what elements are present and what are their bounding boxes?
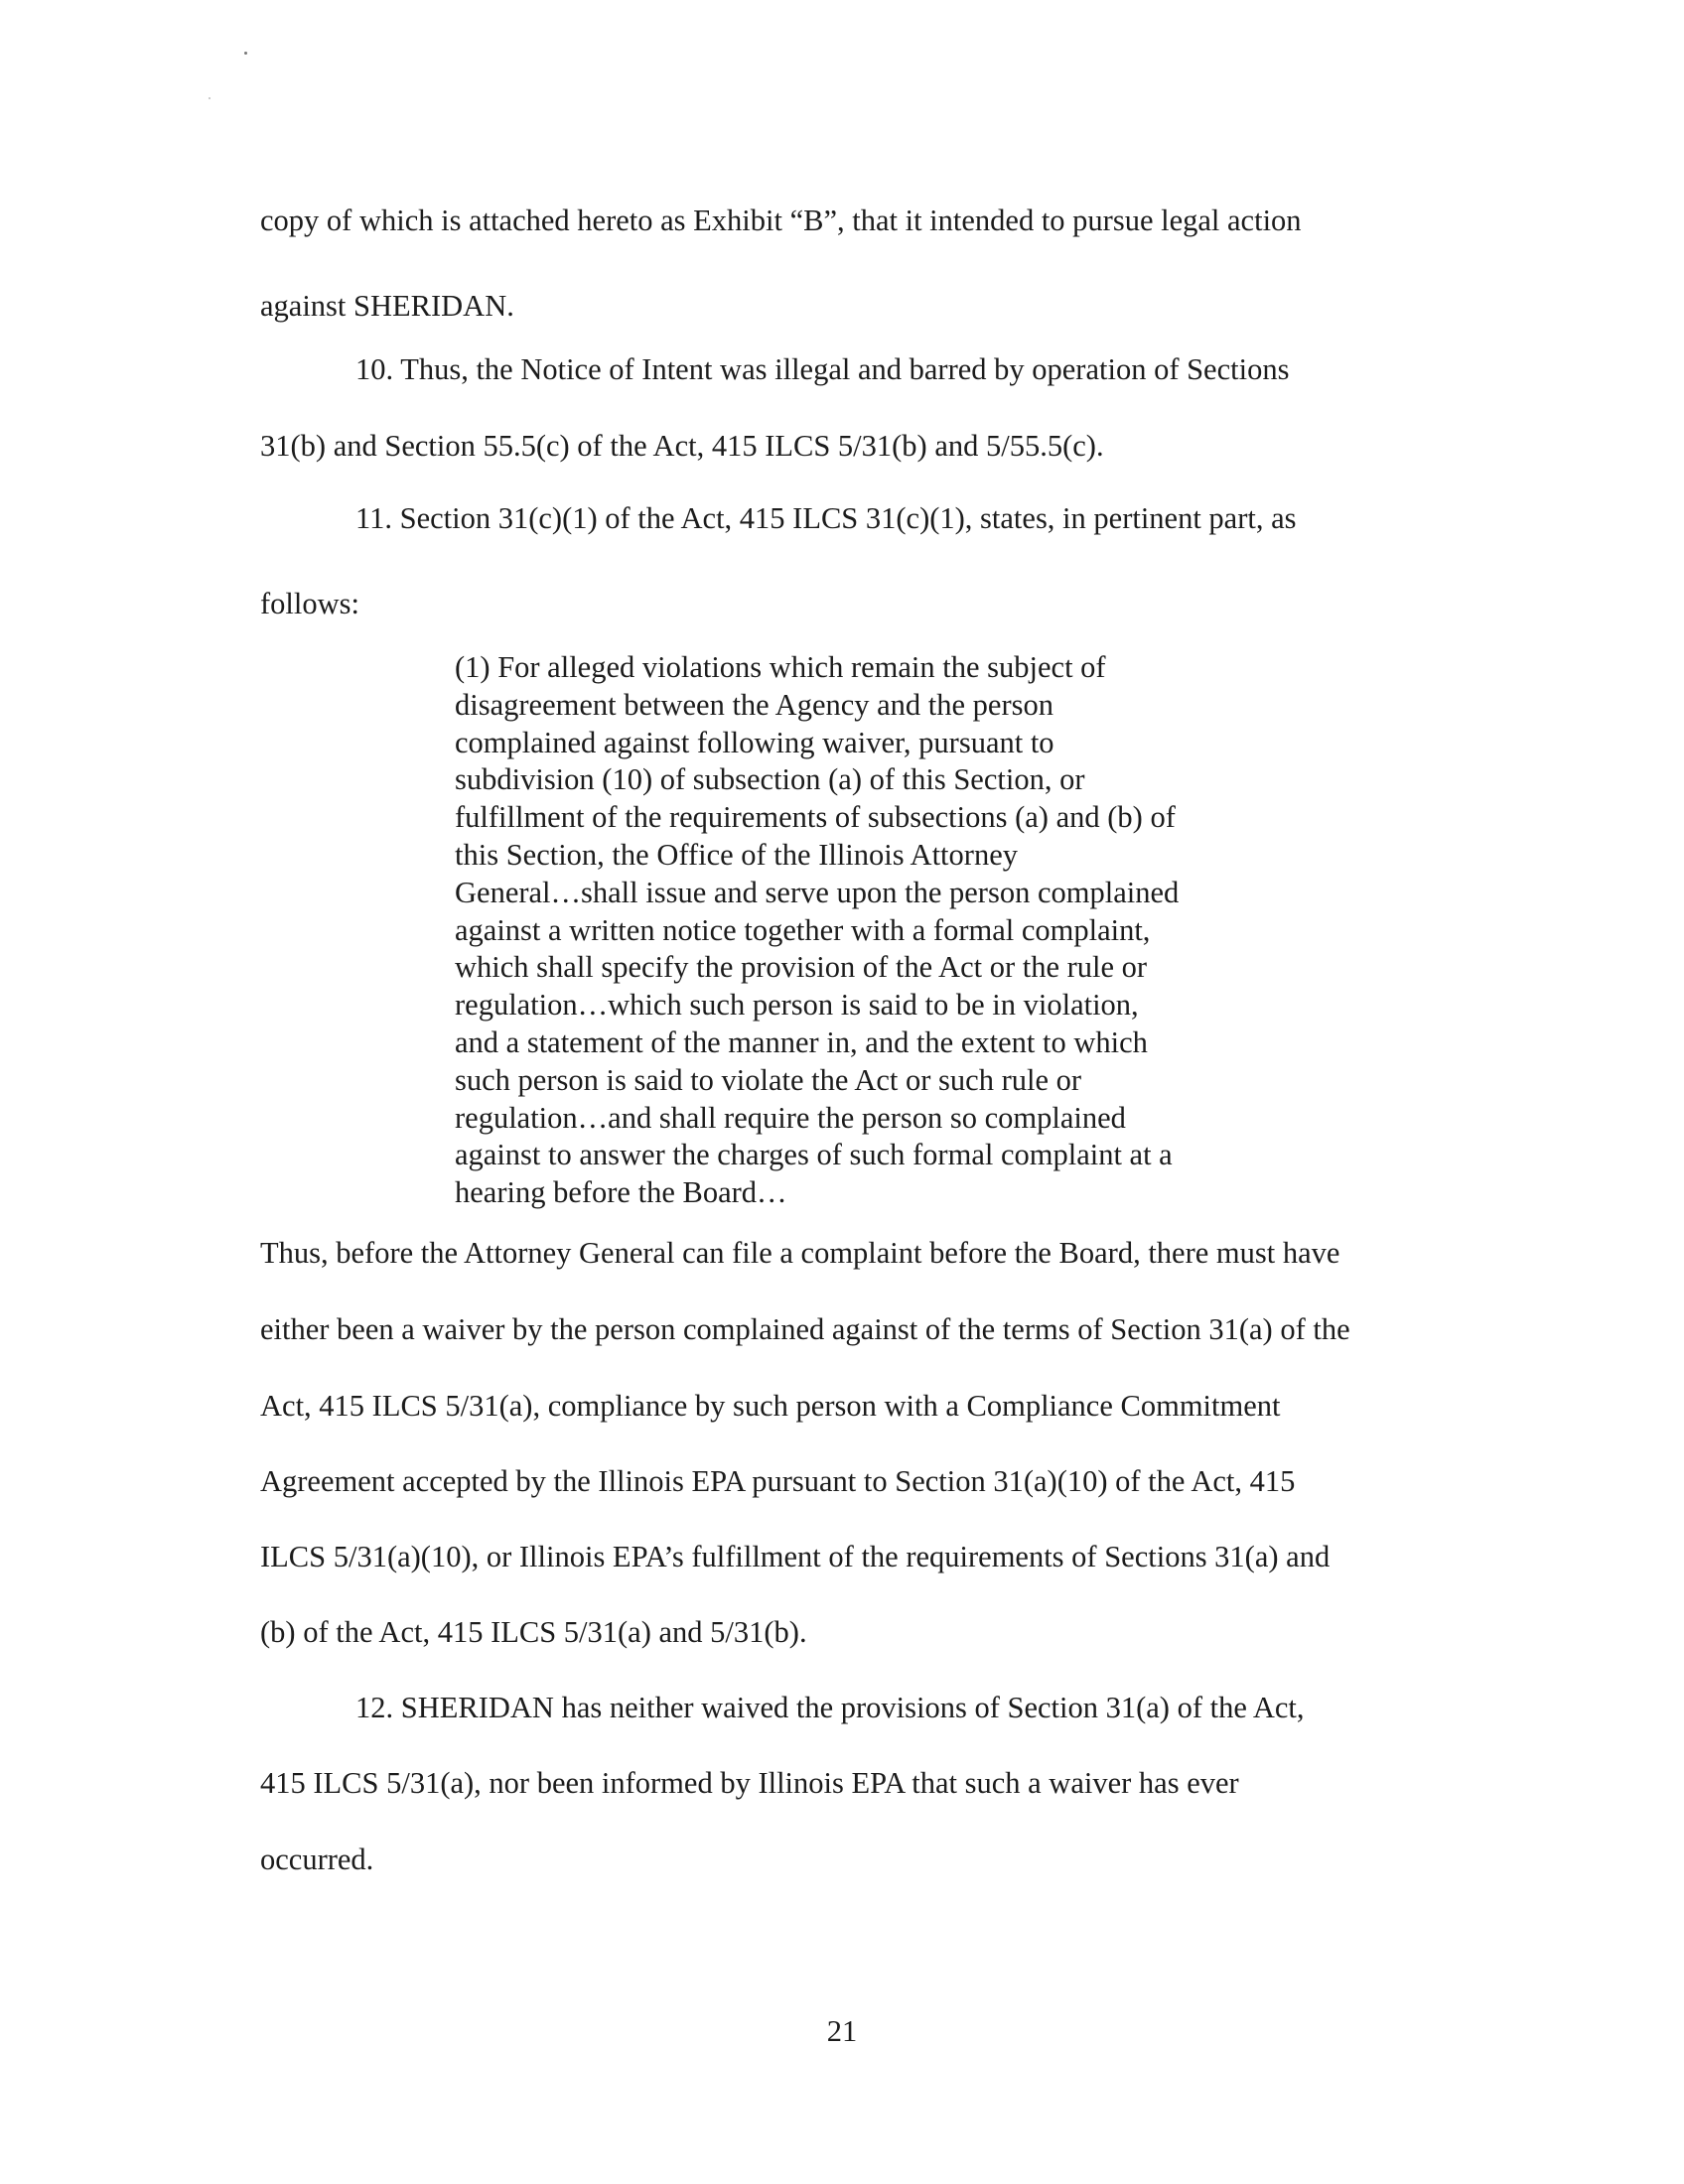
paragraph-after-quote-line: Act, 415 ILCS 5/31(a), compliance by such person with a Compliance Commitment bbox=[260, 1389, 1281, 1423]
paragraph-10-line-1: 10. Thus, the Notice of Intent was illegal and barred by operation of Sections bbox=[355, 352, 1290, 386]
quote-line: this Section, the Office of the Illinois Attorney bbox=[455, 837, 1018, 872]
paragraph-12-line: 415 ILCS 5/31(a), nor been informed by Illinois EPA that such a waiver has ever bbox=[260, 1766, 1239, 1800]
quote-line: hearing before the Board… bbox=[455, 1175, 787, 1210]
quote-line: disagreement between the Agency and the person bbox=[455, 687, 1054, 722]
quote-line: (1) For alleged violations which remain the subject of bbox=[455, 650, 1106, 684]
quote-line: regulation…which such person is said to be in violation, bbox=[455, 988, 1139, 1023]
paragraph-continued-line-1: copy of which is attached hereto as Exhibit “B”, that it intended to pursue legal action bbox=[260, 204, 1302, 237]
quote-line: subdivision (10) of subsection (a) of this Section, or bbox=[455, 762, 1085, 797]
quote-line: and a statement of the manner in, and the extent to which bbox=[455, 1024, 1148, 1059]
paragraph-after-quote-line: (b) of the Act, 415 ILCS 5/31(a) and 5/31(b). bbox=[260, 1615, 807, 1649]
paragraph-10-line-2: 31(b) and Section 55.5(c) of the Act, 415 ILCS 5/31(b) and 5/55.5(c). bbox=[260, 429, 1104, 463]
quote-line: General…shall issue and serve upon the person complained bbox=[455, 875, 1180, 909]
quote-line: regulation…and shall require the person so complained bbox=[455, 1100, 1126, 1135]
paragraph-12-line: occurred. bbox=[260, 1843, 374, 1876]
paragraph-continued-line-2: against SHERIDAN. bbox=[260, 289, 514, 323]
paragraph-after-quote-line: Agreement accepted by the Illinois EPA pursuant to Section 31(a)(10) of the Act, 415 bbox=[260, 1464, 1296, 1498]
quote-line: fulfillment of the requirements of subsections (a) and (b) of bbox=[455, 800, 1176, 835]
scan-speck bbox=[209, 97, 210, 99]
paragraph-after-quote-line: ILCS 5/31(a)(10), or Illinois EPA’s fulfillment of the requirements of Sections 31(a) and bbox=[260, 1540, 1331, 1573]
quote-line: against a written notice together with a formal complaint, bbox=[455, 912, 1151, 947]
paragraph-after-quote-line: either been a waiver by the person complained against of the terms of Section 31(a) of the bbox=[260, 1312, 1350, 1346]
page-number: 21 bbox=[826, 2014, 858, 2048]
quote-line: complained against following waiver, pursuant to bbox=[455, 725, 1054, 759]
quote-line: such person is said to violate the Act or such rule or bbox=[455, 1062, 1082, 1097]
block-quote bbox=[455, 649, 1179, 1212]
paragraph-11-line-1: 11. Section 31(c)(1) of the Act, 415 ILCS 31(c)(1), states, in pertinent part, as bbox=[355, 501, 1297, 535]
paragraph-12-line: 12. SHERIDAN has neither waived the provisions of Section 31(a) of the Act, bbox=[355, 1691, 1305, 1724]
quote-line: against to answer the charges of such formal complaint at a bbox=[455, 1138, 1173, 1172]
paragraph-11-line-2: follows: bbox=[260, 587, 359, 620]
paragraph-after-quote-line: Thus, before the Attorney General can file a complaint before the Board, there must have bbox=[260, 1236, 1340, 1270]
scan-speck bbox=[244, 52, 247, 55]
quote-line: which shall specify the provision of the Act or the rule or bbox=[455, 950, 1148, 985]
